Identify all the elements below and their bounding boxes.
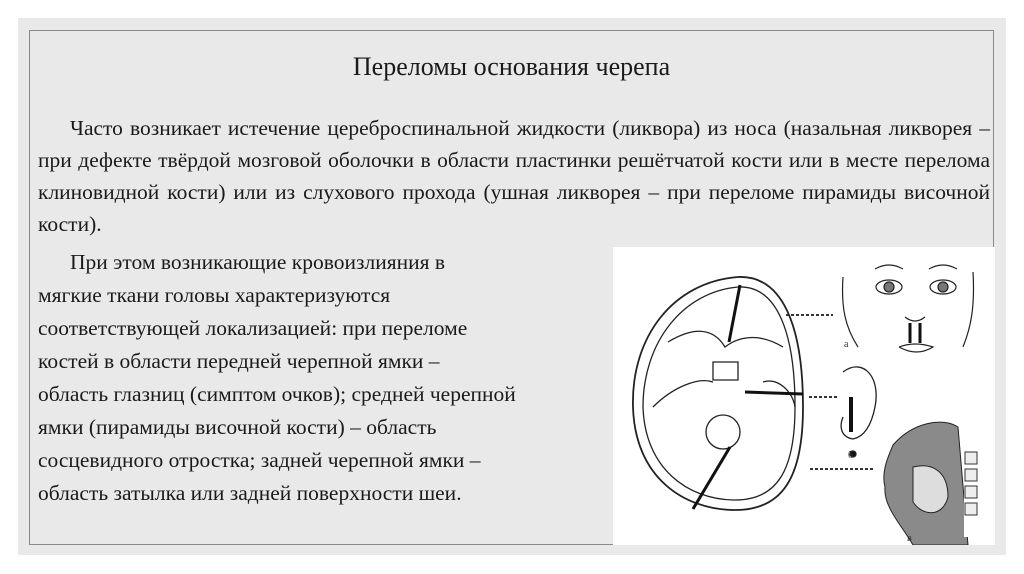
arrows	[786, 315, 875, 469]
text-line: ямки (пирамиды височной кости) – область	[38, 415, 437, 439]
text-line: область затылка или задней поверхности шеи.	[38, 481, 462, 505]
paragraph-hemorrhage	[38, 246, 618, 510]
text-line: область глазниц (симптом очков); средней черепной	[38, 382, 516, 406]
skull-base-fracture-illustration	[613, 247, 995, 545]
figure-label-c: в	[907, 533, 912, 544]
text-line: При этом возникающие кровоизлияния в	[70, 250, 446, 274]
fracture-lines	[693, 285, 803, 509]
figure-label-b: б	[848, 450, 854, 461]
slide-title: Переломы основания черепа	[352, 52, 671, 81]
text-line: костей в области передней черепной ямки –	[38, 349, 440, 373]
text-line: соответствующей локализацией: при переломе	[38, 316, 468, 340]
text-line: сосцевидного отростка; задней черепной ямки –	[38, 448, 481, 472]
ear-drawing	[841, 367, 876, 457]
face-drawing	[843, 265, 974, 352]
text-line: мягкие ткани головы характеризуются	[38, 283, 391, 307]
sagittal-head-drawing	[884, 422, 977, 545]
figure-label-a: а	[844, 339, 849, 350]
paragraph-csf-leak: Часто возникает истечение цереброспинальной жидкости (ликвора) из носа (назальная ликворея – при дефекте твёрдой мозговой оболочки в области пластинки решётчатой кости или в месте перелома клиновидной кости) или из слухового прохода (ушная ликворея – при переломе пирамиды височной кости).	[38, 116, 990, 236]
